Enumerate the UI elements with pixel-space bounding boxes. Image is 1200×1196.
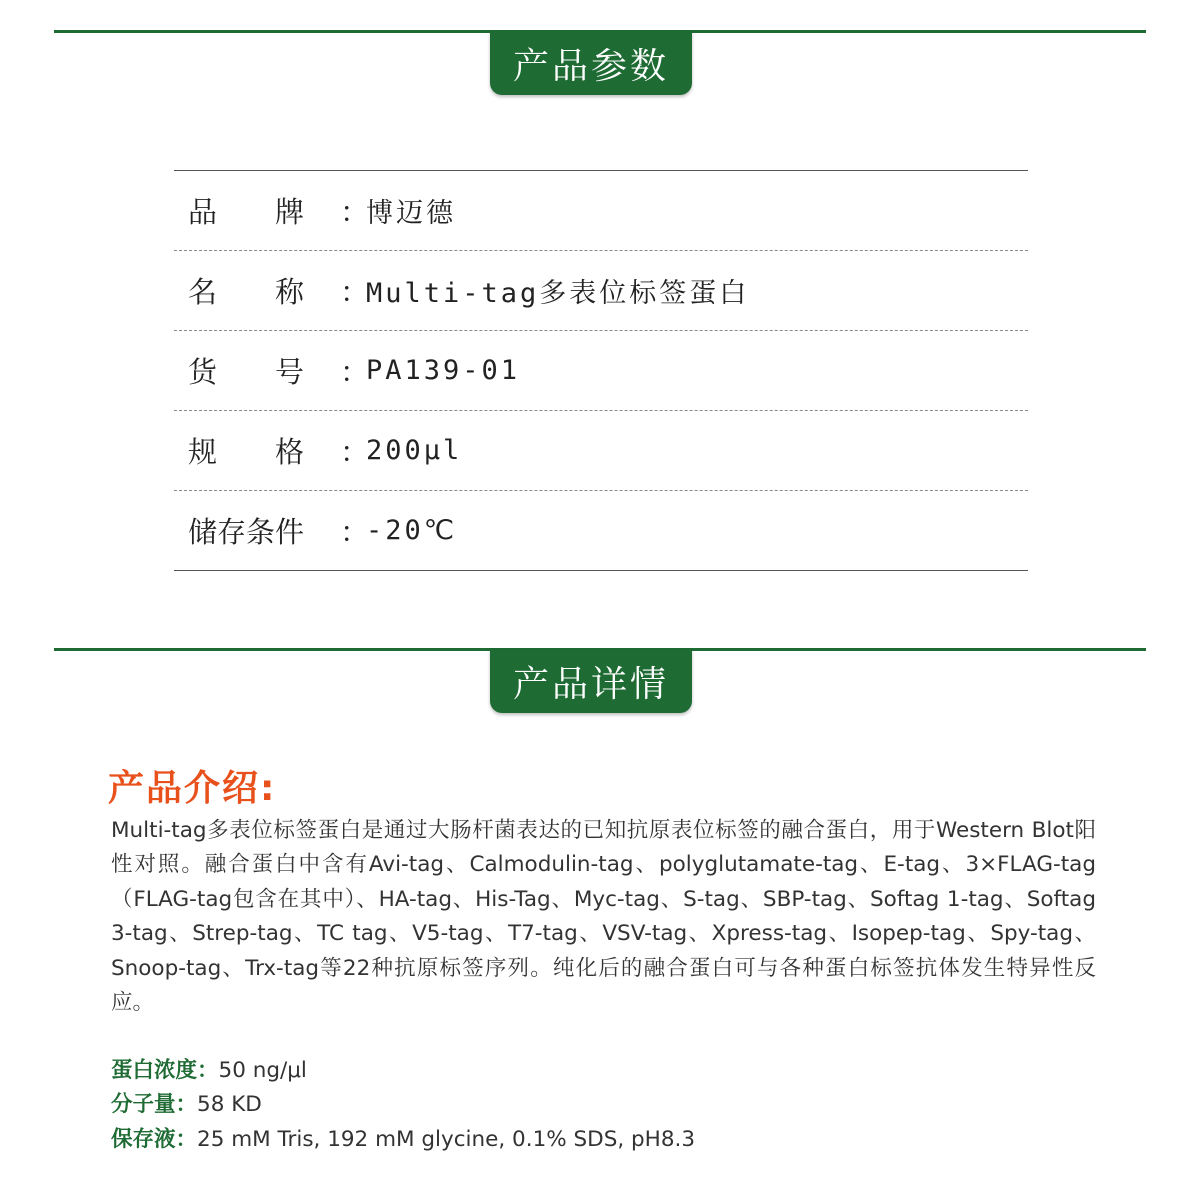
spec-value-buffer: 25 mM Tris, 192 mM glycine, 0.1% SDS, pH8.3 (197, 1126, 696, 1152)
param-row-size (174, 411, 1028, 491)
param-value-brand: 博迈德 (366, 198, 456, 229)
param-label-catalog: 货 号 (188, 355, 305, 389)
spec-value-molecular-weight: 58 KD (197, 1092, 262, 1118)
spec-key-buffer: 保存液： (111, 1126, 198, 1152)
spec-value-concentration: 50 ng/μl (218, 1058, 307, 1083)
params-table (174, 170, 1028, 571)
spec-key-concentration: 蛋白浓度： (111, 1058, 219, 1083)
param-value-catalog: PA139-01 (366, 355, 521, 386)
section-title-params: 产品参数 (490, 31, 692, 95)
intro-heading: 产品介绍: (108, 768, 277, 809)
spec-row-concentration (111, 1054, 695, 1088)
param-label-name: 名 称 (188, 275, 305, 309)
param-value-size: 200μl (366, 435, 463, 466)
section-title-details: 产品详情 (490, 649, 692, 713)
spec-list (111, 1054, 695, 1157)
param-row-name (174, 251, 1028, 331)
param-value-name: Multi-tag多表位标签蛋白 (366, 278, 750, 309)
param-colon: ： (340, 275, 370, 309)
spec-row-buffer (111, 1123, 695, 1157)
param-value-storage: -20℃ (366, 515, 458, 546)
param-colon: ： (340, 355, 370, 389)
param-row-brand (174, 171, 1028, 251)
param-label-storage: 储存条件 (188, 515, 305, 549)
spec-row-molecular-weight (111, 1088, 695, 1122)
intro-paragraph: Multi-tag多表位标签蛋白是通过大肠杆菌表达的已知抗原表位标签的融合蛋白，用于Western Blot阳性对照。融合蛋白中含有Avi-tag、Calmodulin-tag、polyglutamate-tag、E-tag、3×FLAG-tag（FLAG-tag包含在其中）、HA-tag、His-Tag、Myc-tag、S-tag、SBP-tag、Softag 1-tag、Softag 3-tag、Strep-tag、TC tag、V5-tag、T7-tag、VSV-tag、Xpress-tag、Isopep-tag、Spy-tag、Snoop-tag、Trx-tag等22种抗原标签序列。纯化后的融合蛋白可与各种蛋白标签抗体发生特异性反应。 (111, 818, 1096, 1016)
param-colon: ： (340, 515, 370, 549)
param-label-brand: 品 牌 (188, 195, 305, 229)
spec-key-molecular-weight: 分子量： (111, 1092, 198, 1118)
param-row-catalog (174, 331, 1028, 411)
param-row-storage (174, 491, 1028, 571)
param-colon: ： (340, 435, 370, 469)
param-label-size: 规 格 (188, 435, 305, 469)
param-colon: ： (340, 195, 370, 229)
